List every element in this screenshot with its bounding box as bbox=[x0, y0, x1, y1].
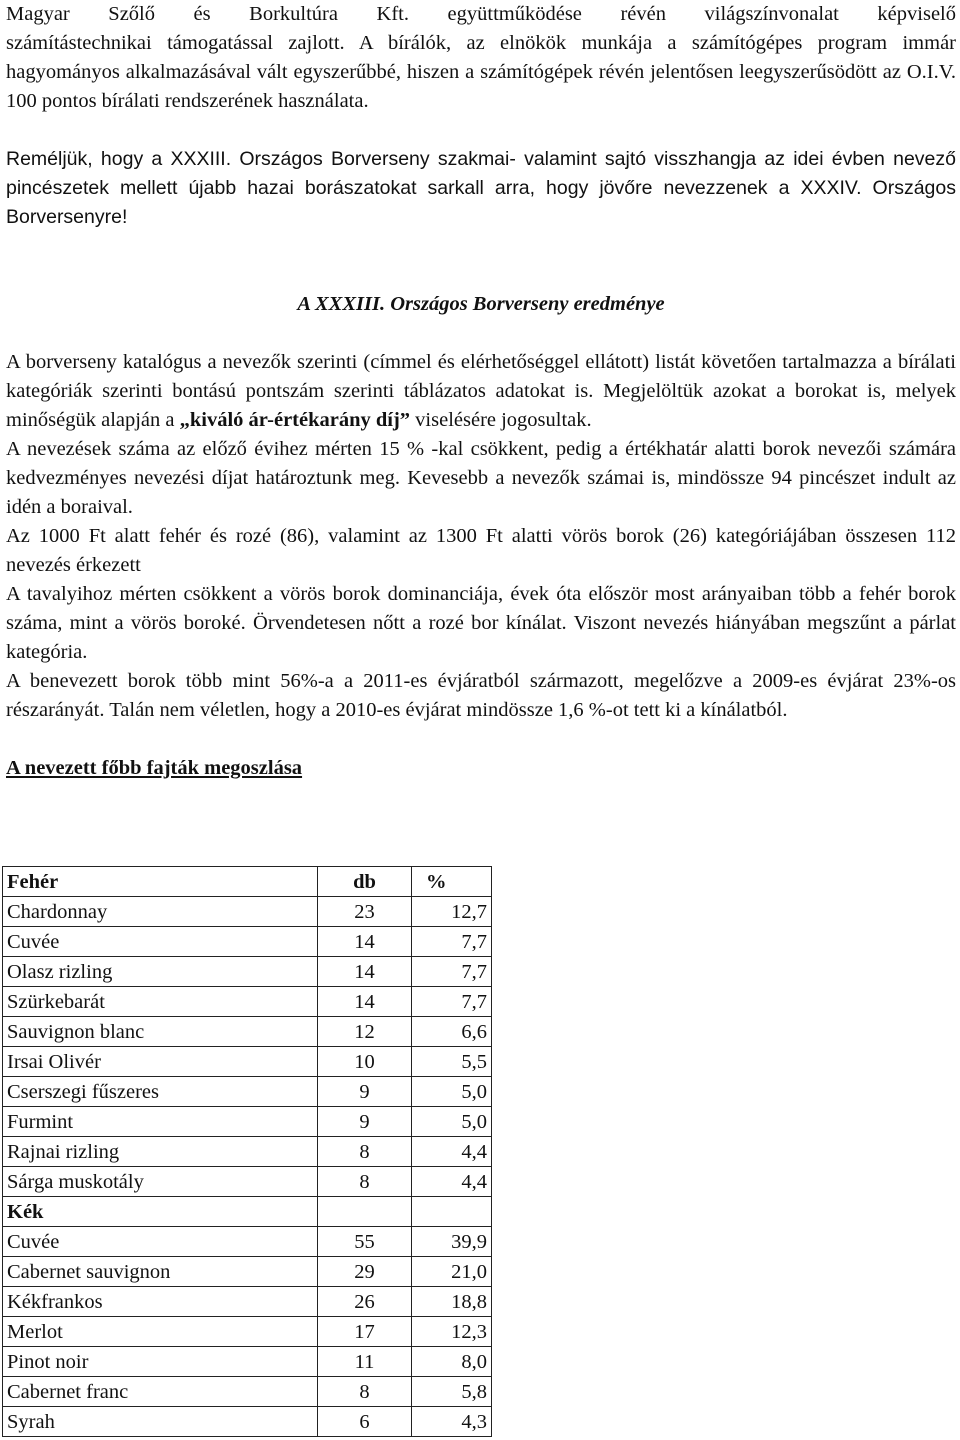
vintage-paragraph: A benevezett borok több mint 56%-a a 2011-es évjáratból származott, megelőzve a 2009-es évjárat 23%-os részarányát. Talán nem véletlen, hogy a 2010-es évjárat mindössze 1,6 %-ot tett ki a kínálatból. bbox=[6, 670, 956, 721]
table-row bbox=[3, 957, 492, 987]
variety-percent: 7,7 bbox=[412, 927, 492, 957]
table-row bbox=[3, 1227, 492, 1257]
hope-paragraph: Reméljük, hogy a XXXIII. Országos Borverseny szakmai- valamint sajtó visszhangja az idei évben nevező pincészetek mellett újabb hazai borászatokat sarkall arra, hogy jövőre nevezzenek a XXXIV. Országos Borversenyre! bbox=[6, 148, 956, 228]
varieties-table bbox=[2, 866, 492, 1437]
table-row bbox=[3, 1317, 492, 1347]
table-row bbox=[3, 897, 492, 927]
catalog-paragraph bbox=[6, 348, 956, 435]
variety-name: Syrah bbox=[3, 1407, 318, 1437]
variety-count: 29 bbox=[318, 1257, 412, 1287]
varieties-table-body bbox=[3, 867, 492, 1437]
variety-name: Chardonnay bbox=[3, 897, 318, 927]
variety-count: 9 bbox=[318, 1077, 412, 1107]
table-row bbox=[3, 1017, 492, 1047]
document-page bbox=[6, 0, 956, 783]
variety-name: Sauvignon blanc bbox=[3, 1017, 318, 1047]
variety-name: Kékfrankos bbox=[3, 1287, 318, 1317]
variety-count: 14 bbox=[318, 927, 412, 957]
variety-name: Irsai Olivér bbox=[3, 1047, 318, 1077]
variety-percent: 21,0 bbox=[412, 1257, 492, 1287]
variety-percent: 12,7 bbox=[412, 897, 492, 927]
variety-percent: 12,3 bbox=[412, 1317, 492, 1347]
variety-name: Cabernet franc bbox=[3, 1377, 318, 1407]
table-row bbox=[3, 1287, 492, 1317]
header-percent: % bbox=[412, 867, 492, 897]
header-white: Fehér bbox=[3, 867, 318, 897]
red-section-label: Kék bbox=[3, 1197, 318, 1227]
variety-count: 10 bbox=[318, 1047, 412, 1077]
dominance-paragraph: A tavalyihoz mérten csökkent a vörös borok dominanciája, évek óta először most arányaiban több a fehér borok száma, mint a vörös boroké. Örvendetesen nőtt a rozé bor kínálat. Viszont nevezés hiányában megszűnt a párlat kategória. bbox=[6, 583, 956, 663]
table-row bbox=[3, 1167, 492, 1197]
variety-percent: 7,7 bbox=[412, 987, 492, 1017]
variety-count: 8 bbox=[318, 1137, 412, 1167]
catalog-text-1: A borverseny katalógus a nevezők szerinti (címmel és elérhetőséggel ellátott) listát követően tartalmazza a bírálati kategóriák szerinti bontású pontszám szerinti táblázatos adatokat is. Megjelöltük azokat a borokat is, melyek minőségük alapján a bbox=[6, 351, 956, 431]
catalog-text-2: viselésére jogosultak. bbox=[410, 409, 592, 431]
variety-count: 14 bbox=[318, 957, 412, 987]
table-row bbox=[3, 1047, 492, 1077]
variety-count: 17 bbox=[318, 1317, 412, 1347]
intro-line-1: Magyar Szőlő és Borkultúra Kft. együttműködése révén világszínvonalat képviselő bbox=[6, 3, 956, 25]
table-row bbox=[3, 1377, 492, 1407]
variety-count: 55 bbox=[318, 1227, 412, 1257]
variety-percent: 5,8 bbox=[412, 1377, 492, 1407]
variety-name: Furmint bbox=[3, 1107, 318, 1137]
variety-count: 23 bbox=[318, 897, 412, 927]
table-row bbox=[3, 987, 492, 1017]
table-row bbox=[3, 1257, 492, 1287]
variety-count: 8 bbox=[318, 1377, 412, 1407]
variety-percent: 5,5 bbox=[412, 1047, 492, 1077]
variety-percent: 5,0 bbox=[412, 1077, 492, 1107]
table-row bbox=[3, 1077, 492, 1107]
variety-count: 6 bbox=[318, 1407, 412, 1437]
variety-count: 26 bbox=[318, 1287, 412, 1317]
table-row bbox=[3, 1407, 492, 1437]
red-section-row bbox=[3, 1197, 492, 1227]
varieties-title: A nevezett főbb fajták megoszlása bbox=[6, 757, 303, 779]
variety-count: 11 bbox=[318, 1347, 412, 1377]
variety-name: Cuvée bbox=[3, 927, 318, 957]
empty-cell bbox=[412, 1197, 492, 1227]
variety-percent: 39,9 bbox=[412, 1227, 492, 1257]
variety-percent: 7,7 bbox=[412, 957, 492, 987]
variety-count: 12 bbox=[318, 1017, 412, 1047]
variety-name: Sárga muskotály bbox=[3, 1167, 318, 1197]
variety-percent: 4,4 bbox=[412, 1167, 492, 1197]
variety-percent: 4,4 bbox=[412, 1137, 492, 1167]
price-categories-paragraph: Az 1000 Ft alatt fehér és rozé (86), valamint az 1300 Ft alatti vörös borok (26) kategóriájában összesen 112 nevezés érkezett bbox=[6, 525, 956, 576]
variety-percent: 8,0 bbox=[412, 1347, 492, 1377]
entries-paragraph: A nevezések száma az előző évihez mérten 15 % -kal csökkent, pedig a értékhatár alatti borok nevezői számára kedvezményes nevezési díjat határoztunk meg. Kevesebb a nevezők számai is, mindössze 94 pincészet indult az idén a boraival. bbox=[6, 438, 956, 518]
variety-name: Merlot bbox=[3, 1317, 318, 1347]
variety-name: Olasz rizling bbox=[3, 957, 318, 987]
table-row bbox=[3, 1137, 492, 1167]
variety-percent: 18,8 bbox=[412, 1287, 492, 1317]
variety-name: Cuvée bbox=[3, 1227, 318, 1257]
variety-count: 14 bbox=[318, 987, 412, 1017]
table-row bbox=[3, 1347, 492, 1377]
table-row bbox=[3, 1107, 492, 1137]
variety-name: Cserszegi fűszeres bbox=[3, 1077, 318, 1107]
empty-cell bbox=[318, 1197, 412, 1227]
variety-percent: 4,3 bbox=[412, 1407, 492, 1437]
intro-paragraph: számítástechnikai támogatással zajlott. A bírálók, az elnökök munkája a számítógépes program immár hagyományos alkalmazásával vált egyszerűbbé, hiszen a számítógépek révén jelentősen leegyszerűsödött az O.I.V. 100 pontos bírálati rendszerének használata. bbox=[6, 32, 956, 112]
variety-percent: 5,0 bbox=[412, 1107, 492, 1137]
variety-name: Pinot noir bbox=[3, 1347, 318, 1377]
variety-name: Cabernet sauvignon bbox=[3, 1257, 318, 1287]
variety-percent: 6,6 bbox=[412, 1017, 492, 1047]
header-count: db bbox=[318, 867, 412, 897]
table-row bbox=[3, 927, 492, 957]
results-title: A XXXIII. Országos Borverseny eredménye bbox=[297, 293, 665, 315]
table-header-row bbox=[3, 867, 492, 897]
value-award-name: „kiváló ár-értékarány díj” bbox=[179, 409, 411, 431]
variety-name: Szürkebarát bbox=[3, 987, 318, 1017]
variety-name: Rajnai rizling bbox=[3, 1137, 318, 1167]
variety-count: 9 bbox=[318, 1107, 412, 1137]
variety-count: 8 bbox=[318, 1167, 412, 1197]
